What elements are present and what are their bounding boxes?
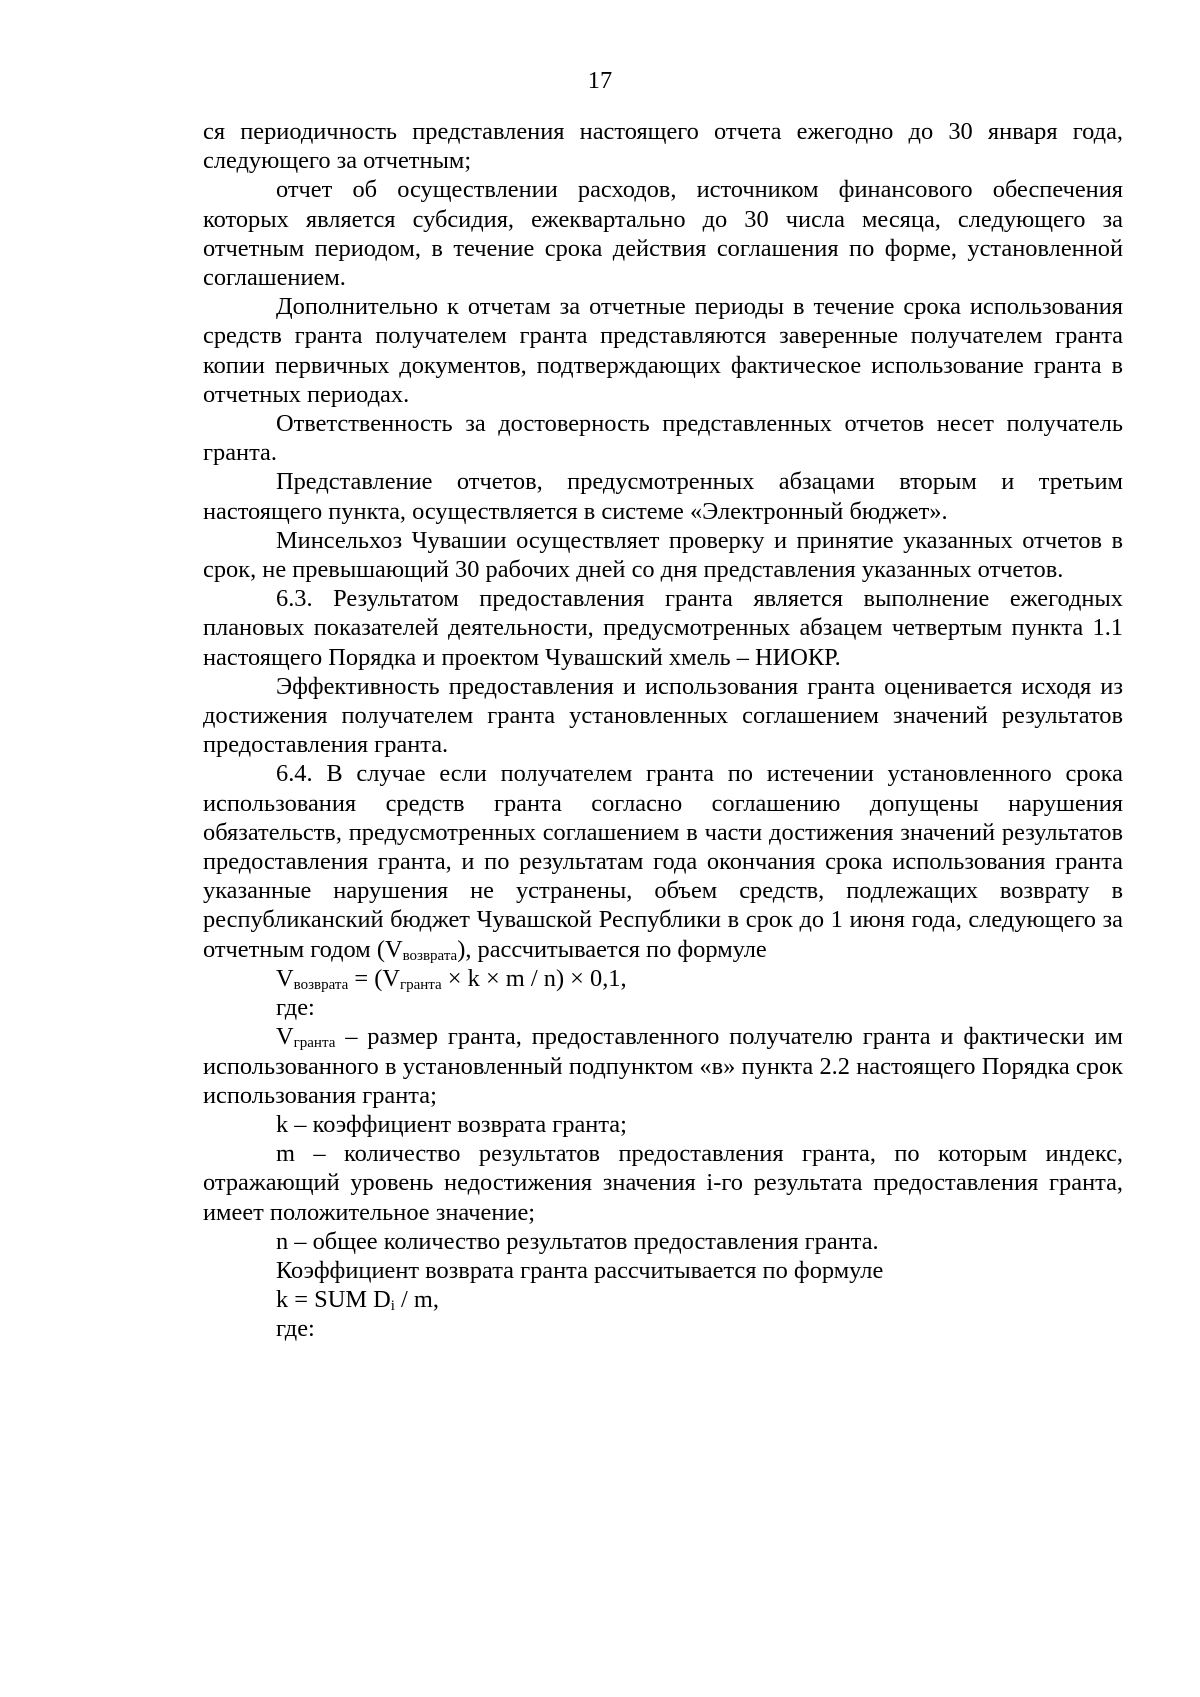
clause-6-4: 6.4. В случае если получателем гранта по истечении установленного срока использования средств гранта согласно соглашению допущены нарушения обязательств, предусмотренных соглашением в части достижения значений результатов предоставления гранта, и по результатам года окончания срока использования гранта указанные нарушения не устранены, объем средств, подлежащих возврату в республиканский бюджет Чувашской Республики в срок до 1 июня года, следующего за отчетным годом $(V_{возврата})$, рассчитывается по формуле bbox=[203, 760, 1123, 964]
paragraph: Эффективность предоставления и использования гранта оценивается исходя из достижения получателем гранта установленных соглашением значений результатов предоставления гранта. bbox=[203, 672, 1123, 759]
paragraph: Ответственность за достоверность представленных отчетов несет получатель гранта. bbox=[203, 410, 1123, 467]
paragraph: Минсельхоз Чувашии осуществляет проверку и принятие указанных отчетов в срок, не превышающий 30 рабочих дней со дня представления указанных отчетов. bbox=[203, 526, 1123, 584]
paragraph: ся периодичность представления настоящего отчета ежегодно до 30 января года, следующего за отчетным; bbox=[203, 118, 1123, 175]
coefficient-intro: Коэффициент возврата гранта рассчитывается по формуле bbox=[276, 1256, 884, 1284]
page-number: 17 bbox=[587, 67, 613, 94]
paragraph: отчет об осуществлении расходов, источником финансового обеспечения которых является субсидия, ежеквартально до 30 числа месяца, следующего за отчетным периодом, в течение срока действия соглашения по форме, установленной соглашением. bbox=[203, 176, 1123, 292]
definition-n: n – общее количество результатов предоставления гранта. bbox=[276, 1227, 879, 1255]
formula-return-volume: $V_{возврата} = (V_{гранта} \times k \times m / n) \times 0,1$, bbox=[276, 964, 627, 993]
definition-m: m – количество результатов предоставления гранта, по которым индекс, отражающий уровень недостижения значения i-го результата предоставления гранта, имеет положительное значение; bbox=[203, 1140, 1123, 1226]
document-body bbox=[203, 117, 1123, 1344]
paragraph: Дополнительно к отчетам за отчетные периоды в течение срока использования средств гранта получателем гранта представляются заверенные получателем гранта копии первичных документов, подтверждающих фактическое использование гранта в отчетных периодах. bbox=[203, 293, 1123, 408]
definition-v-granta: $V_{гранта}$ – размер гранта, предоставленного получателю гранта и фактически им использованного в установленный подпунктом «в» пункта 2.2 настоящего Порядка срок использования гранта; bbox=[203, 1023, 1123, 1109]
where-label: где: bbox=[276, 994, 315, 1022]
formula-coefficient: k = SUM $D_i$ / m, bbox=[276, 1286, 439, 1315]
paragraph: Представление отчетов, предусмотренных абзацами вторым и третьим настоящего пункта, осуществляется в системе «Электронный бюджет». bbox=[203, 468, 1123, 525]
where-label: где: bbox=[276, 1315, 315, 1343]
clause-6-3: 6.3. Результатом предоставления гранта является выполнение ежегодных плановых показателей деятельности, предусмотренных абзацем четвертым пункта 1.1 настоящего Порядка и проектом Чувашский хмель – НИОКР. bbox=[203, 585, 1123, 671]
definition-k: k – коэффициент возврата гранта; bbox=[276, 1110, 627, 1138]
